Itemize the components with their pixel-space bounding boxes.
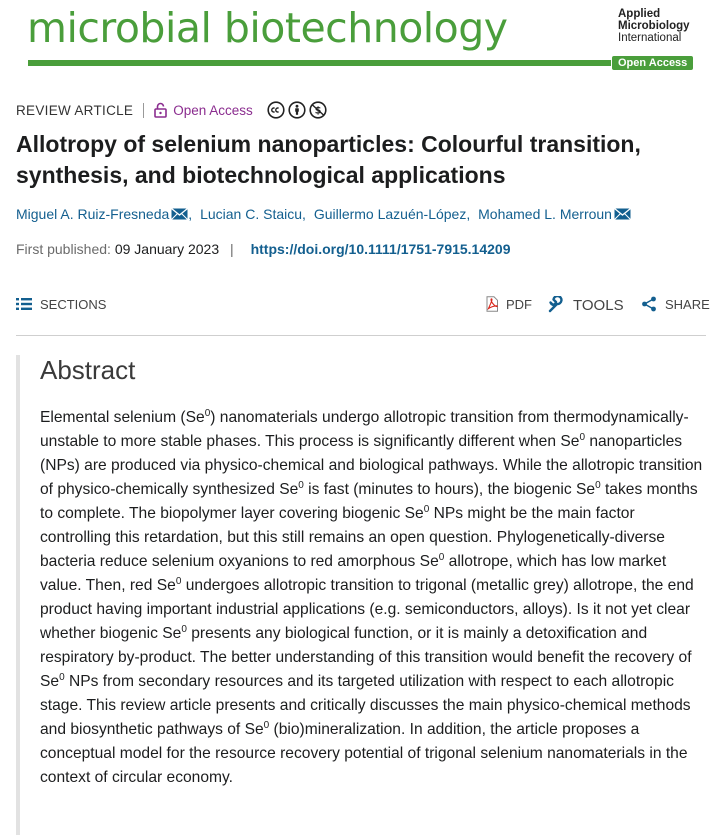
author-name[interactable]: Guillermo Lazuén-López: [313, 206, 467, 222]
pdf-label: PDF: [506, 296, 532, 312]
tools-button[interactable]: [547, 296, 624, 314]
article-meta-row: [16, 101, 327, 119]
abstract-side-bar: [16, 355, 20, 835]
first-published-label: First published:: [16, 241, 111, 257]
journal-title[interactable]: microbial biotechnology: [27, 4, 508, 52]
pdf-button[interactable]: [484, 296, 532, 312]
sections-button[interactable]: [16, 296, 106, 312]
doi-link[interactable]: https://doi.org/10.1111/1751-7915.14209: [250, 241, 511, 257]
journal-banner: [0, 0, 727, 78]
share-button[interactable]: [641, 296, 710, 312]
comma: ,: [466, 206, 475, 222]
by-attribution-icon[interactable]: [288, 101, 306, 119]
cc-icon[interactable]: [267, 101, 285, 119]
separator: |: [230, 241, 234, 257]
banner-bar: [28, 60, 611, 66]
author-list: [16, 206, 631, 222]
author-4[interactable]: [478, 206, 631, 222]
publisher-line-1: Applied: [618, 8, 661, 20]
publisher-line-2: Microbiology: [618, 20, 690, 32]
sections-label: SECTIONS: [40, 296, 107, 312]
svg-text:$: $: [314, 105, 322, 117]
author-1[interactable]: [16, 206, 200, 222]
tools-label: TOOLS: [573, 296, 624, 314]
wrench-icon: [547, 296, 565, 314]
list-icon: [16, 296, 32, 312]
open-access-label[interactable]: Open Access: [173, 102, 253, 118]
envelope-icon[interactable]: [614, 208, 631, 220]
abstract-heading: Abstract: [40, 355, 136, 385]
envelope-icon[interactable]: [171, 208, 188, 220]
pdf-file-icon: [484, 296, 500, 312]
author-3[interactable]: [314, 206, 478, 222]
abstract-section: [16, 355, 707, 835]
publication-info: [16, 241, 511, 257]
author-name[interactable]: Mohamed L. Merroun: [478, 206, 612, 222]
comma: ,: [188, 206, 197, 222]
abstract-text: Elemental selenium (Se$^0$) nanomaterials undergo allotropic transition from thermodynamically-unstable to more stable phases. This process is significantly different when Se$^0$ nanoparticles (NPs) are produced via physico-chemical and biological pathways. While the allotropic transition of physico-chemically synthesized Se$^0$ is fast (minutes to hours), the biogenic Se$^0$ takes months to complete. The biopolymer layer covering biogenic Se$^0$ NPs might be the main factor controlling this retardation, but this still remains an open question. Phylogenetically-diverse bacteria reduce selenium oxyanions to red amorphous Se$^0$ allotrope, which has low market value. Then, red Se$^0$ undergoes allotropic transition to trigonal (metallic grey) allotrope, the end product having important industrial applications (e.g. semiconductors, alloys). Is it not yet clear whether biogenic Se$^0$ presents any biological function, or it is mainly a detoxification and respiratory by-product. The better understanding of this transition would benefit the recovery of Se$^0$ NPs from secondary resources and its targeted utilization with respect to each allotropic stage. This review article presents and critically discusses the main physico-chemical methods and biosynthetic pathways of Se$^0$ (bio)mineralization. In addition, the article proposes a conceptual model for the resource recovery potential of trigonal selenium nanomaterials in the context of circular economy.: [40, 407, 703, 786]
unlocked-padlock-icon: [154, 102, 167, 118]
divider: [143, 103, 144, 118]
first-published-date: 09 January 2023: [114, 241, 220, 257]
article-type: REVIEW ARTICLE: [16, 102, 134, 118]
author-name[interactable]: Miguel A. Ruiz-Fresneda: [16, 206, 170, 222]
article-toolbar: [16, 296, 710, 318]
publisher-logo[interactable]: [618, 8, 690, 44]
non-commercial-icon[interactable]: [309, 101, 327, 119]
share-label: SHARE: [665, 296, 710, 312]
license-icons[interactable]: [267, 101, 327, 119]
comma: ,: [302, 206, 310, 222]
publisher-line-3: International: [618, 32, 682, 44]
article-title: Allotropy of selenium nanoparticles: Colourful transition, synthesis, and biotechnological applications: [16, 131, 641, 188]
toolbar-divider: [16, 335, 706, 336]
author-name[interactable]: Lucian C. Staicu: [200, 206, 303, 222]
open-access-badge: Open Access: [612, 56, 693, 70]
share-icon: [641, 296, 657, 312]
author-2[interactable]: [200, 206, 314, 222]
